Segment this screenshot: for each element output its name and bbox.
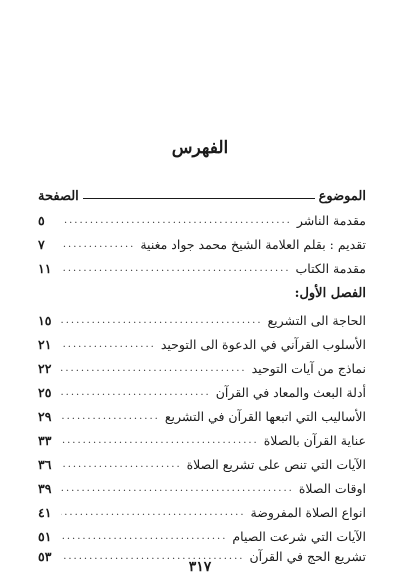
entry-title: انواع الصلاة المفروضة (250, 504, 366, 520)
section-title: الفصل الأول: (294, 286, 366, 301)
dot-leader (61, 435, 259, 446)
entry-title: الآيات التي شرعت الصيام (232, 528, 366, 544)
entry-page: ٥٣ (38, 548, 52, 564)
toc-entry (38, 310, 366, 330)
toc-entry (38, 234, 366, 254)
page-title: الفهرس (171, 138, 229, 158)
toc-entry (38, 382, 366, 402)
dot-leader (61, 215, 292, 226)
entry-page: ٥ (38, 212, 45, 228)
header-rule (83, 198, 315, 199)
dot-leader (61, 483, 294, 494)
entry-page: ٢١ (38, 336, 52, 352)
dot-leader (61, 459, 182, 470)
entry-page: ٢٥ (38, 384, 52, 400)
toc-entry (38, 334, 366, 354)
dot-leader (61, 411, 160, 422)
entry-page: ٣٣ (38, 432, 52, 448)
toc-entry (38, 454, 366, 474)
entry-page: ٧ (38, 236, 45, 252)
entry-title: تشريع الحج في القرآن (249, 548, 366, 564)
toc-entry (38, 358, 366, 378)
entry-title: مقدمة الناشر (296, 212, 366, 228)
toc-header (38, 186, 366, 204)
entry-page: ١١ (38, 260, 52, 276)
entry-title: عناية القرآن بالصلاة (263, 432, 366, 448)
dot-leader (61, 363, 247, 374)
toc-entry (38, 258, 366, 278)
dot-leader (61, 315, 263, 326)
dot-leader (61, 387, 211, 398)
entry-page: ٣٦ (38, 456, 52, 472)
page-number: ٣١٧ (188, 559, 212, 575)
entry-page: ٣٩ (38, 480, 52, 496)
dot-leader (61, 507, 246, 518)
entry-title: الحاجة الى التشريع (267, 312, 366, 328)
entry-title: أدلة البعث والمعاد في القرآن (215, 384, 366, 400)
entry-page: ١٥ (38, 312, 52, 328)
toc-entry (38, 210, 366, 230)
entry-page: ٥١ (38, 528, 52, 544)
page-heading: الصفحة (38, 189, 79, 204)
entry-page: ٤١ (38, 504, 52, 520)
toc-entry (38, 406, 366, 426)
entry-title: اوقات الصلاة (298, 480, 366, 496)
dot-leader (61, 339, 156, 350)
entry-title: الأساليب التي اتبعها القرآن في التشريع (164, 408, 366, 424)
toc-entry (38, 526, 366, 546)
entry-title: تقديم : بقلم العلامة الشيخ محمد جواد مغنية (140, 236, 366, 252)
subject-heading: الموضوع (318, 189, 366, 204)
entry-title: مقدمة الكتاب (295, 260, 366, 276)
entry-page: ٢٩ (38, 408, 52, 424)
entry-title: نماذج من آيات التوحيد (251, 360, 366, 376)
dot-leader (61, 239, 135, 250)
toc-entry (38, 502, 366, 522)
dot-leader (61, 263, 291, 274)
entry-title: الآيات التي تنص على تشريع الصلاة (186, 456, 366, 472)
entry-title: الأسلوب القرآني في الدعوة الى التوحيد (160, 336, 366, 352)
toc-entry (38, 430, 366, 450)
dot-leader (61, 531, 227, 542)
entry-page: ٢٢ (38, 360, 52, 376)
toc-entry (38, 478, 366, 498)
